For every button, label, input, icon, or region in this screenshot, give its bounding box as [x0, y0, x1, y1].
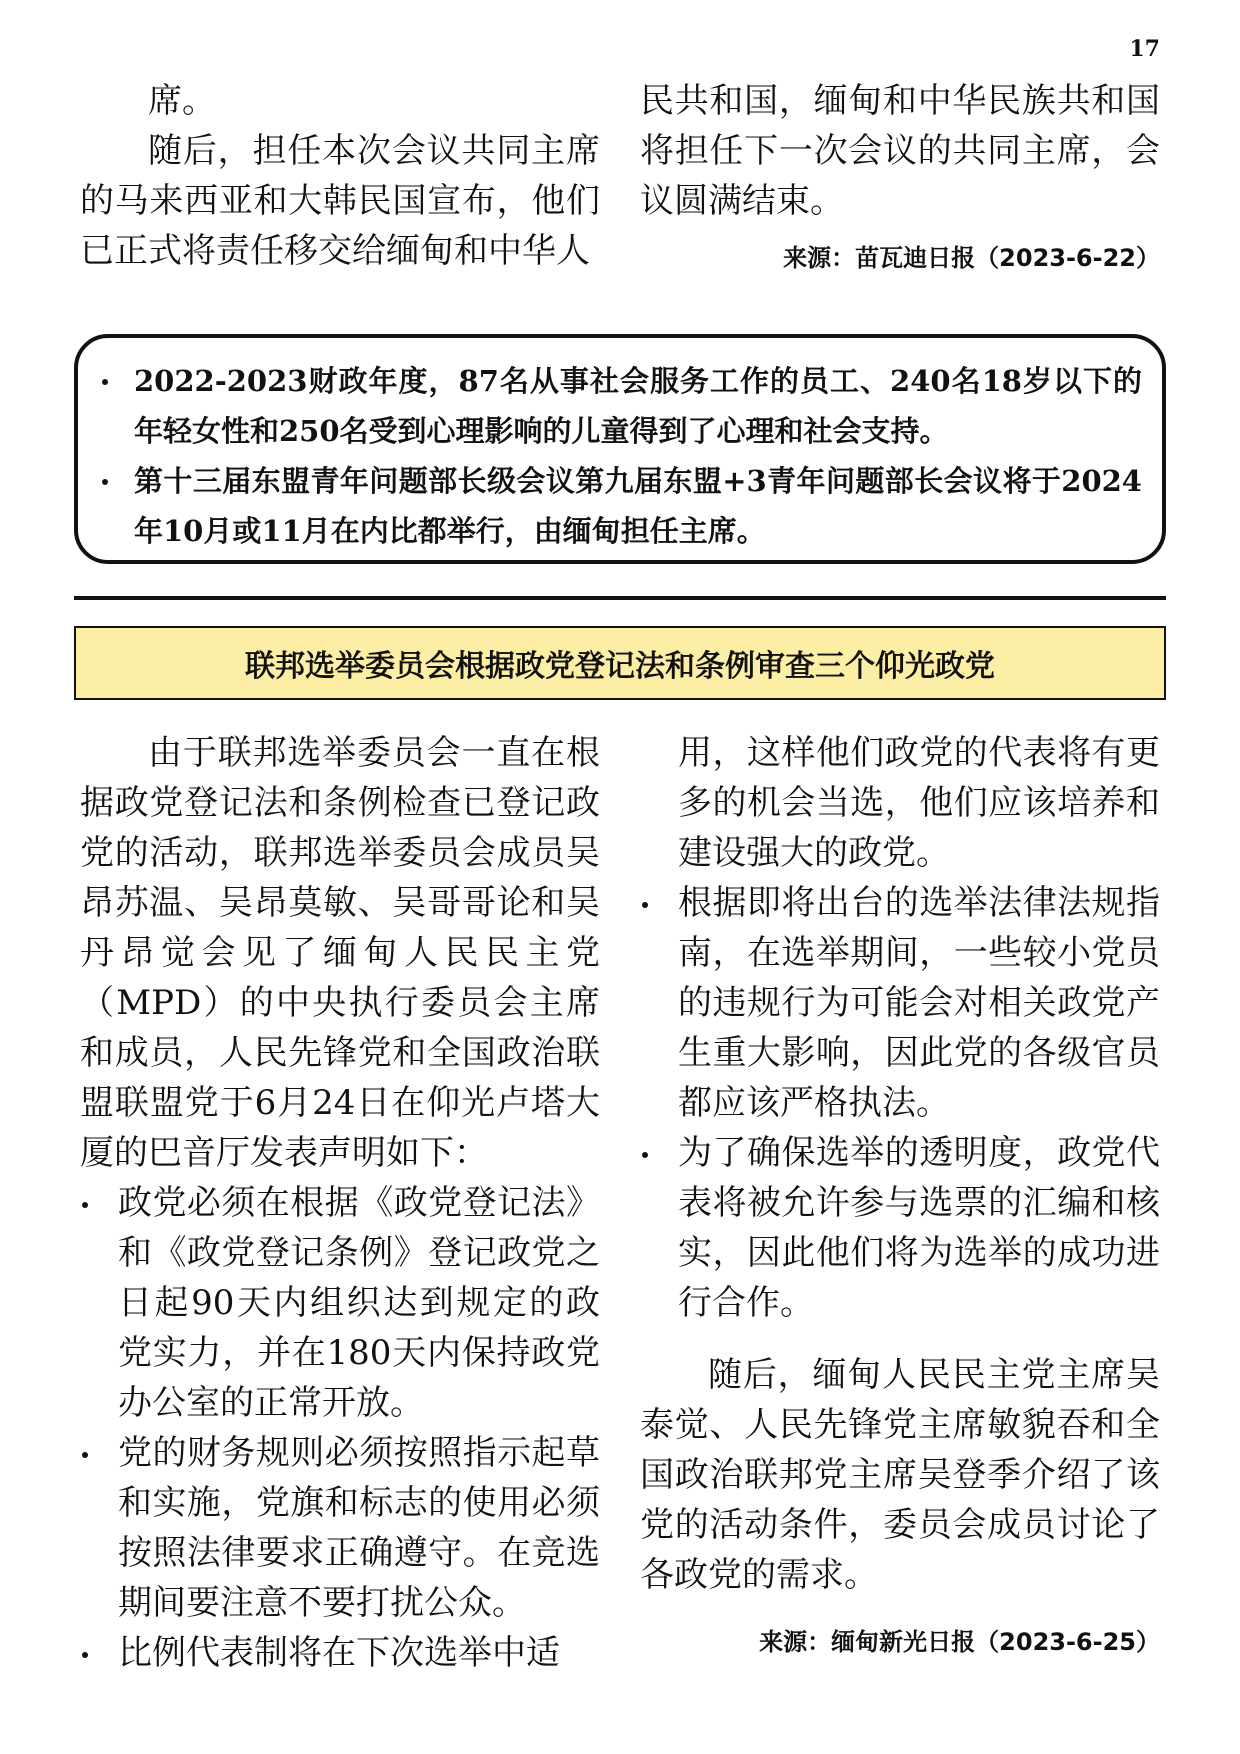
highlight-item: 2022-2023财政年度，87名从事社会服务工作的员工、240名18岁以下的年轻女性和250名受到心理影响的儿童得到了心理和社会支持。 [100, 356, 1142, 456]
article-right-column [640, 728, 1160, 1662]
top-article-paragraph: 席。 [148, 81, 216, 121]
article-title: 联邦选举委员会根据政党登记法和条例审查三个仰光政党 [74, 626, 1166, 700]
article-bullet: 比例代表制将在下次选举中适 [80, 1628, 600, 1678]
highlight-item: 第十三届东盟青年问题部长级会议第九届东盟+3青年问题部长会议将于2024年10月或11月在内比都举行，由缅甸担任主席。 [100, 456, 1142, 556]
article-bullet: 党的财务规则必须按照指示起草和实施，党旗和标志的使用必须按照法律要求正确遵守。在竞选期间要注意不要打扰公众。 [80, 1428, 600, 1628]
article-left-bullets [80, 1178, 600, 1678]
article-source: 来源：缅甸新光日报（2023-6-25） [759, 1628, 1160, 1656]
highlight-list [100, 356, 1142, 556]
highlight-box [74, 334, 1166, 564]
article-right-bullets [640, 878, 1160, 1328]
top-article-source: 来源：苗瓦迪日报（2023-6-22） [783, 244, 1160, 272]
article-continuation: 用，这样他们政党的代表将有更多的机会当选，他们应该培养和建设强大的政党。 [678, 733, 1160, 873]
article-intro: 由于联邦选举委员会一直在根据政党登记法和条例检查已登记政党的活动，联邦选举委员会成员吴昂苏温、吴昂莫敏、吴哥哥论和吴丹昂觉会见了缅甸人民民主党（MPD）的中央执行委员会主席和成员，人民先锋党和全国政治联盟联盟党于6月24日在仰光卢塔大厦的巴音厅发表声明如下： [80, 733, 600, 1173]
article-left-column [80, 728, 600, 1678]
section-divider [74, 596, 1166, 600]
article-bullet: 根据即将出台的选举法律法规指南，在选举期间，一些较小党员的违规行为可能会对相关政党产生重大影响，因此党的各级官员都应该严格执法。 [640, 878, 1160, 1128]
page-number: 17 [1129, 36, 1160, 62]
article-bullet: 政党必须在根据《政党登记法》和《政党登记条例》登记政党之日起90天内组织达到规定的政党实力，并在180天内保持政党办公室的正常开放。 [80, 1178, 600, 1428]
article-bullet: 为了确保选举的透明度，政党代表将被允许参与选票的汇编和核实，因此他们将为选举的成功进行合作。 [640, 1128, 1160, 1328]
top-article-left-column [80, 76, 600, 276]
top-article-right-column [640, 76, 1160, 278]
top-article-paragraph: 随后，担任本次会议共同主席的马来西亚和大韩民国宣布，他们已正式将责任移交给缅甸和中华人 [80, 131, 600, 271]
article-closing: 随后，缅甸人民民主党主席吴泰觉、人民先锋党主席敏貌吞和全国政治联邦党主席吴登季介绍了该党的活动条件，委员会成员讨论了各政党的需求。 [640, 1355, 1160, 1595]
top-article-paragraph: 民共和国，缅甸和中华民族共和国将担任下一次会议的共同主席，会议圆满结束。 [640, 81, 1160, 221]
